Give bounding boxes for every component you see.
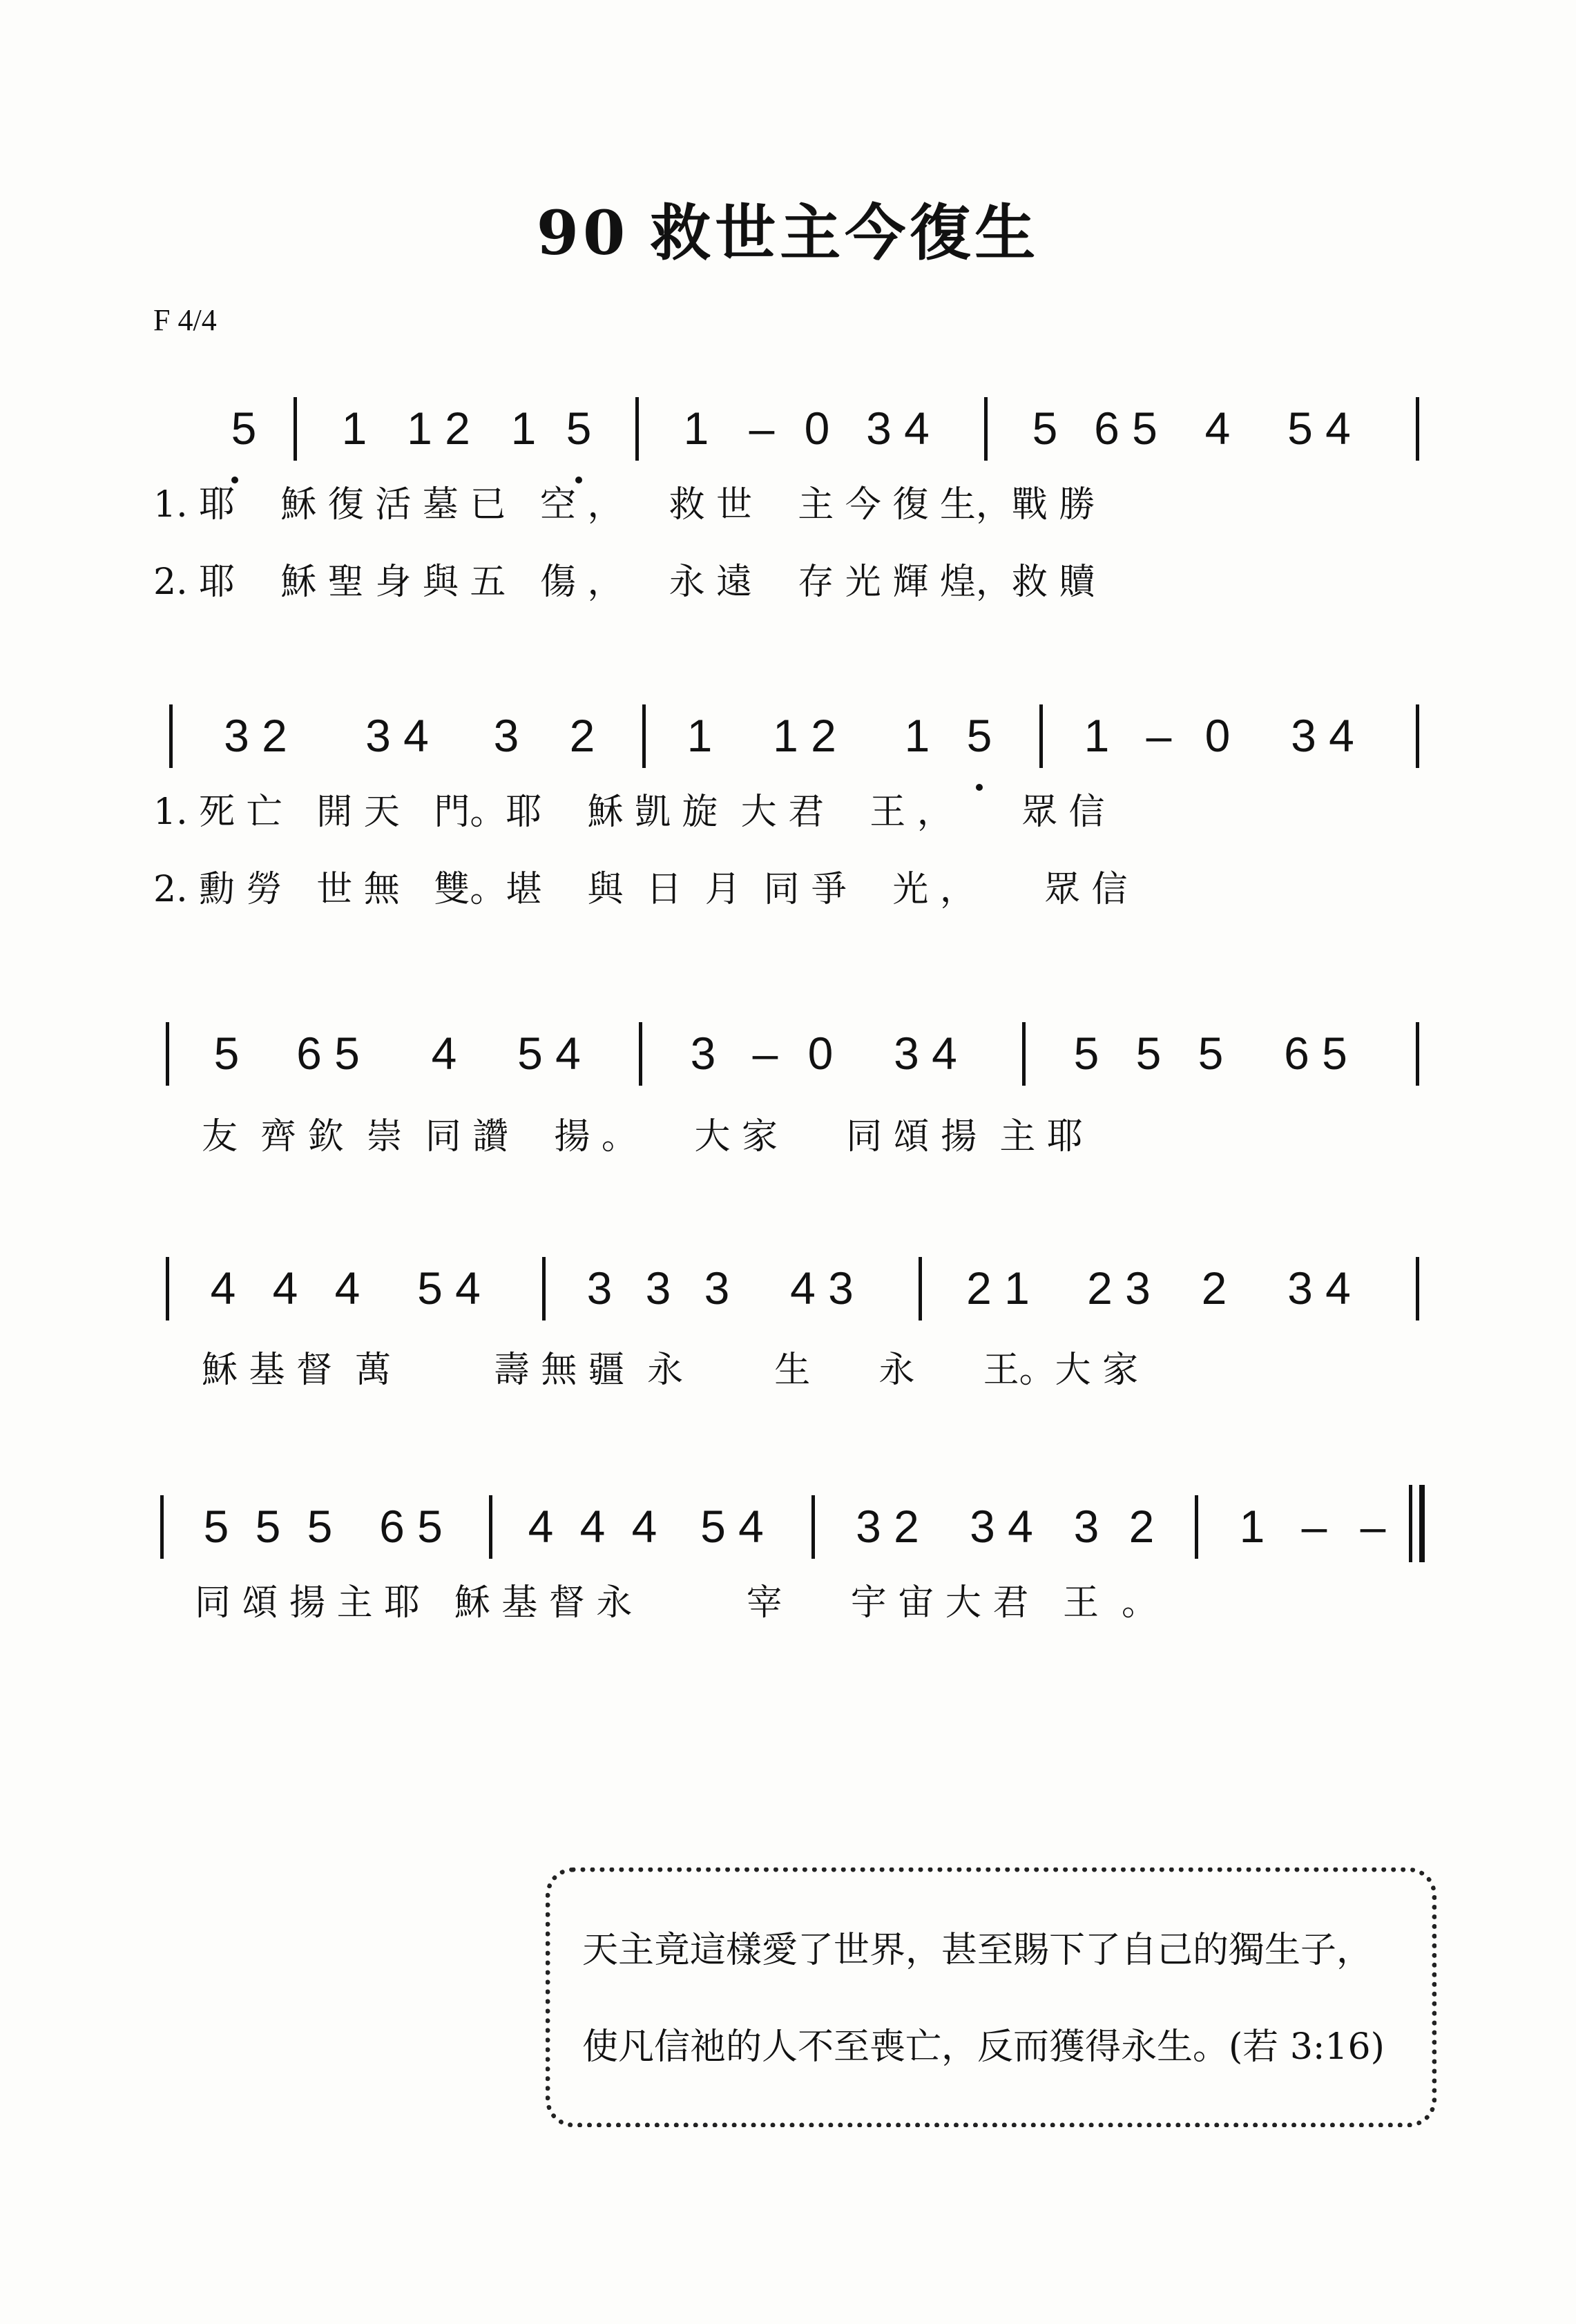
dash: – [749,403,775,454]
note-group: 3 4 [1287,1262,1351,1314]
bar-line [489,1495,492,1559]
note-group: 3 4 [365,710,429,761]
bar-line [1416,704,1419,768]
note-group: 5 4 [1287,403,1351,454]
note: 3 [645,1262,671,1314]
dash: – [752,1028,778,1079]
note: 1 [686,710,713,761]
note: 1 [904,710,930,761]
note-group: 6 5 [379,1501,443,1552]
bar-line [1416,397,1419,461]
dash: – [1360,1501,1386,1552]
note-group: 6 5 [1284,1028,1347,1079]
note: 2 [1201,1262,1227,1314]
final-bar-thick [1419,1485,1425,1562]
bar-line [1416,1257,1419,1321]
dash: – [1301,1501,1327,1552]
bar-line [294,397,297,461]
note-group: 5 4 [417,1262,481,1314]
bar-line [642,704,646,768]
note: 1 [341,403,367,454]
note-group: 5 4 [517,1028,581,1079]
note: 1 [1084,710,1110,761]
scripture-box [546,1867,1436,2127]
bar-line [635,397,639,461]
note: 5 [1198,1028,1224,1079]
lyrics-verse-2: 2. 耶 穌 聖 身 與 五 傷 ， 永 遠 存 光 輝 煌，救 贖 [153,561,1095,603]
note: 4 [431,1028,457,1079]
note: 3 [690,1028,716,1079]
note-group: 1 2 [407,403,470,454]
note: 4 [631,1501,657,1552]
lyrics: 友 齊 欽 崇 同 讚 揚 。 大 家 同 頌 揚 主 耶 [202,1116,1083,1158]
note-group: 3 4 [866,403,930,454]
note: 5 [213,1028,240,1079]
note: 5 [566,403,592,454]
lyrics-verse-1: 1. 死 亡 開 天 門。耶 穌 凱 旋 大 君 王 ， 眾 信 [153,791,1105,833]
lower-octave-dot [231,477,238,483]
note: 5 [1073,1028,1099,1079]
note-group: 5 4 [700,1501,764,1552]
dash: – [1146,710,1172,761]
note: 3 [704,1262,730,1314]
rest: 0 [807,1028,834,1079]
note-group: 3 4 [970,1501,1033,1552]
bar-line [1039,704,1043,768]
bar-line [811,1495,815,1559]
bar-line [1195,1495,1198,1559]
note: 5 [1032,403,1058,454]
bar-line [1022,1022,1026,1086]
lyrics: 同 頌 揚 主 耶 穌 基 督 永 宰 宇 宙 大 君 王 。 [195,1582,1157,1624]
note: 3 [586,1262,613,1314]
key-signature: F 4/4 [153,303,217,337]
note-group: 3 4 [1291,710,1354,761]
note: 5 [231,403,257,454]
bar-line [542,1257,546,1321]
note: 5 [1135,1028,1162,1079]
lower-octave-dot [575,477,582,483]
lyrics-verse-2: 2. 勳 勞 世 無 雙。堪 與 日 月 同 爭 光 ， 眾 信 [153,869,1128,910]
hymn-title [0,185,1576,272]
note-group: 2 1 [966,1262,1030,1314]
scripture-line-2: 使凡信祂的人不至喪亡，反而獲得永生。(若 3:16) [582,2026,1385,2068]
note: 5 [255,1501,281,1552]
lyrics-verse-1: 1. 耶 穌 復 活 墓 已 空 ， 救 世 主 今 復 生，戰 勝 [153,484,1095,526]
note: 4 [528,1501,554,1552]
final-bar-thin [1409,1485,1412,1562]
bar-line [169,704,173,768]
note-group: 3 2 [856,1501,919,1552]
note: 2 [569,710,595,761]
note: 2 [1128,1501,1155,1552]
rest: 0 [804,403,830,454]
note-group: 4 3 [790,1262,854,1314]
bar-line [984,397,988,461]
note: 4 [272,1262,298,1314]
note: 4 [334,1262,361,1314]
note: 1 [683,403,709,454]
note: 3 [493,710,519,761]
hymn-name: 救世主今復生 [650,197,1040,269]
note: 5 [966,710,992,761]
note: 1 [510,403,537,454]
lyrics: 穌 基 督 萬 壽 無 疆 永 生 永 王。大 家 [202,1350,1139,1391]
note-group: 6 5 [296,1028,360,1079]
note: 5 [203,1501,229,1552]
scripture-line-1: 天主竟這樣愛了世界，甚至賜下了自己的獨生子， [582,1930,1373,1971]
note: 5 [307,1501,333,1552]
note: 4 [210,1262,236,1314]
note: 3 [1073,1501,1099,1552]
note-group: 1 2 [773,710,836,761]
note-group: 3 2 [224,710,287,761]
bar-line [639,1022,642,1086]
note-group: 3 4 [894,1028,957,1079]
note: 4 [1204,403,1231,454]
hymn-number: 90 [536,197,630,269]
bar-line [1416,1022,1419,1086]
note-group: 6 5 [1094,403,1157,454]
lower-octave-dot [976,784,983,791]
note-group: 2 3 [1087,1262,1151,1314]
rest: 0 [1204,710,1231,761]
bar-line [160,1495,164,1559]
bar-line [166,1257,169,1321]
bar-line [166,1022,169,1086]
bar-line [919,1257,922,1321]
note: 4 [579,1501,606,1552]
note: 1 [1239,1501,1265,1552]
